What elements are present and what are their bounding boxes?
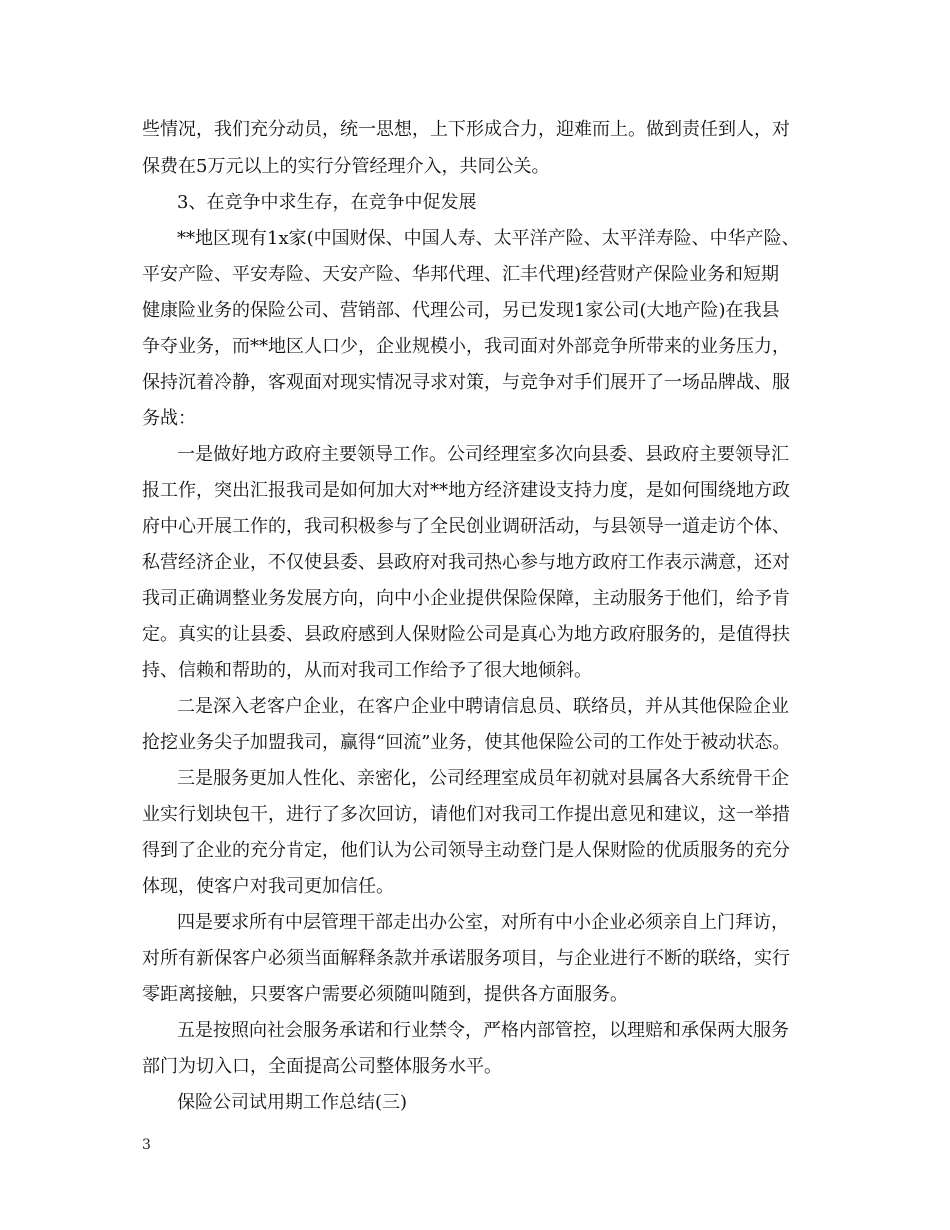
body-text-line: 争夺业务，而**地区人口少，企业规模小，我司面对外部竞争所带来的业务压力， [142,336,790,357]
body-text-line: 健康险业务的保险公司、营销部、代理公司，另已发现1家公司(大地产险)在我县 [142,300,780,321]
body-text-line: 务战： [142,408,196,429]
body-text-line: 些情况，我们充分动员，统一思想，上下形成合力，迎难而上。做到责任到人，对 [142,119,790,140]
paragraph-start: 二是深入老客户企业，在客户企业中聘请信息员、联络员，并从其他保险企业 [177,696,789,717]
body-text-line: 我司正确调整业务发展方向，向中小企业提供保险保障，主动服务于他们，给予肯 [142,588,790,609]
body-text-line: 得到了企业的充分肯定，他们认为公司领导主动登门是人保财险的优质服务的充分 [142,840,790,861]
body-text-line: 私营经济企业，不仅使县委、县政府对我司热心参与地方政府工作表示满意，还对 [142,552,790,573]
body-text-line: 业实行划块包干，进行了多次回访，请他们对我司工作提出意见和建议，这一举措 [142,804,790,825]
body-text-line: 定。真实的让县委、县政府感到人保财险公司是真心为地方政府服务的，是值得扶 [142,624,790,645]
body-text-line: 报工作，突出汇报我司是如何加大对**地方经济建设支持力度，是如何围绕地方政 [142,480,790,501]
body-text-line: 零距离接触，只要客户需要必须随叫随到，提供各方面服务。 [142,984,628,1005]
section-heading: 3、在竞争中求生存，在竞争中促发展 [177,192,477,213]
body-text-line: 体现，使客户对我司更加信任。 [142,876,394,897]
body-text-line: 抢挖业务尖子加盟我司，赢得“回流”业务，使其他保险公司的工作处于被动状态。 [142,732,791,753]
body-text-line: 对所有新保客户必须当面解释条款并承诺服务项目，与企业进行不断的联络，实行 [142,948,790,969]
body-text-line: 持、信赖和帮助的，从而对我司工作给予了很大地倾斜。 [142,660,592,681]
body-text-line: 部门为切入口，全面提高公司整体服务水平。 [142,1056,502,1077]
section-title: 保险公司试用期工作总结(三) [177,1092,408,1113]
paragraph-start: 五是按照向社会服务承诺和行业禁令，严格内部管控，以理赔和承保两大服务 [177,1020,789,1041]
body-text-line: 府中心开展工作的，我司积极参与了全民创业调研活动，与县领导一道走访个体、 [142,516,790,537]
body-text-line: 平安产险、平安寿险、天安产险、华邦代理、汇丰代理)经营财产保险业务和短期 [142,264,780,285]
paragraph-start: 三是服务更加人性化、亲密化，公司经理室成员年初就对县属各大系统骨干企 [177,768,789,789]
paragraph-start: 一是做好地方政府主要领导工作。公司经理室多次向县委、县政府主要领导汇 [177,444,789,465]
body-text-line: 保持沉着冷静，客观面对现实情况寻求对策，与竞争对手们展开了一场品牌战、服 [142,372,790,393]
page-number: 3 [142,1137,151,1153]
body-text-line: 保费在5万元以上的实行分管经理介入，共同公关。 [142,156,550,177]
paragraph-start: **地区现有1x家(中国财保、中国人寿、太平洋产险、太平洋寿险、中华产险、 [177,228,800,249]
paragraph-start: 四是要求所有中层管理干部走出办公室，对所有中小企业必须亲自上门拜访， [177,912,789,933]
